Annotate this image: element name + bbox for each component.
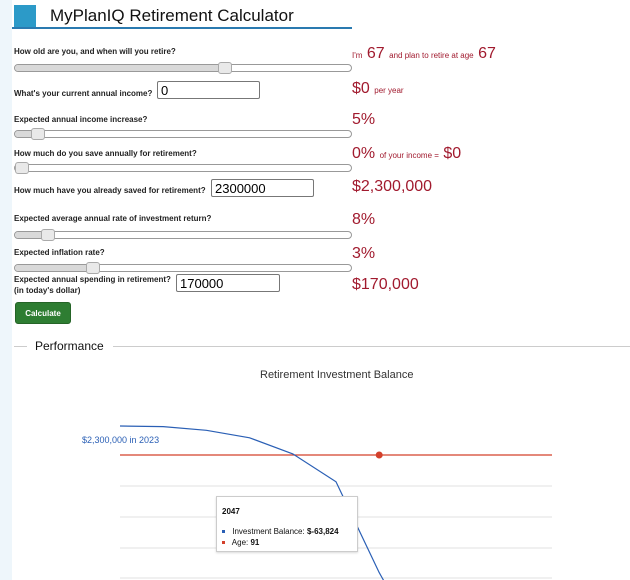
- save-rate-slider-thumb[interactable]: [15, 162, 29, 174]
- tooltip-age-label: Age:: [231, 538, 249, 547]
- age-prefix: I'm: [352, 51, 363, 60]
- spending-display-value: $170,000: [352, 276, 419, 293]
- tooltip-balance-value: $-63,824: [306, 527, 339, 536]
- return-value: 8%: [352, 211, 376, 228]
- age-middle-text: and plan to retire at age: [389, 51, 474, 60]
- tooltip-age-value: 91: [250, 538, 260, 547]
- age-slider-thumb[interactable]: [218, 62, 232, 74]
- highlight-point-2047[interactable]: [376, 452, 383, 459]
- inflation-display: [352, 245, 375, 263]
- saved-question-label: How much have you already saved for retirement?: [14, 186, 206, 195]
- already-saved-input[interactable]: [211, 179, 314, 197]
- tooltip-balance-label: Investment Balance:: [232, 527, 305, 536]
- logo-square-icon: [14, 5, 36, 27]
- save-rate-value: 0%: [352, 145, 376, 162]
- income-increase-slider-thumb[interactable]: [31, 128, 45, 140]
- return-slider[interactable]: [14, 231, 352, 239]
- income-increase-slider[interactable]: [14, 130, 352, 138]
- chart-tooltip: [216, 496, 358, 552]
- age-question-label: How old are you, and when will you retire?: [14, 47, 176, 56]
- fieldset-border-right: [113, 346, 630, 347]
- inflation-slider-fill: [15, 265, 93, 271]
- inflation-question-label: Expected inflation rate?: [14, 248, 105, 257]
- retirement-spending-input[interactable]: [176, 274, 280, 292]
- inflation-slider[interactable]: [14, 264, 352, 272]
- chart-title: Retirement Investment Balance: [260, 369, 414, 381]
- page-title: MyPlanIQ Retirement Calculator: [50, 6, 294, 25]
- save-rate-middle-text: of your income =: [379, 151, 439, 160]
- fieldset-border-left: [14, 346, 27, 347]
- chart-start-label: $2,300,000 in 2023: [82, 435, 160, 445]
- saved-display: [352, 178, 432, 196]
- spending-display: [352, 276, 419, 294]
- tooltip-balance-row: [222, 527, 339, 536]
- save-rate-slider[interactable]: [14, 164, 352, 172]
- page-header: [12, 5, 352, 29]
- income-increase-display: [352, 111, 375, 129]
- balance-legend-marker: [222, 530, 225, 533]
- income-display: [352, 80, 404, 98]
- save-rate-question-label: How much do you save annually for retirement?: [14, 149, 197, 158]
- return-slider-thumb[interactable]: [41, 229, 55, 241]
- age-slider[interactable]: [14, 64, 352, 72]
- age-display: [352, 45, 496, 63]
- save-amount-value: $0: [443, 145, 462, 162]
- income-suffix: per year: [374, 86, 404, 95]
- age-legend-marker: [222, 541, 225, 544]
- save-rate-display: [352, 145, 461, 163]
- performance-section-legend: Performance: [35, 339, 104, 353]
- age-slider-fill: [15, 65, 225, 71]
- spending-question-label: Expected annual spending in retirement?: [14, 275, 171, 284]
- tooltip-year: 2047: [222, 507, 240, 516]
- income-question-label: What's your current annual income?: [14, 89, 153, 98]
- inflation-slider-thumb[interactable]: [86, 262, 100, 274]
- inflation-value: 3%: [352, 245, 376, 262]
- tooltip-age-row: [222, 538, 259, 547]
- income-increase-question-label: Expected annual income increase?: [14, 115, 148, 124]
- calculate-button[interactable]: Calculate: [15, 302, 71, 324]
- return-display: [352, 211, 375, 229]
- current-age-value: 67: [366, 45, 385, 62]
- saved-display-value: $2,300,000: [352, 178, 433, 195]
- spending-question-sublabel: (in today's dollar): [14, 286, 81, 295]
- income-increase-value: 5%: [352, 111, 376, 128]
- income-display-value: $0: [352, 80, 370, 97]
- current-income-input[interactable]: [157, 81, 260, 99]
- retire-age-value: 67: [478, 45, 496, 62]
- return-question-label: Expected average annual rate of investment return?: [14, 214, 212, 223]
